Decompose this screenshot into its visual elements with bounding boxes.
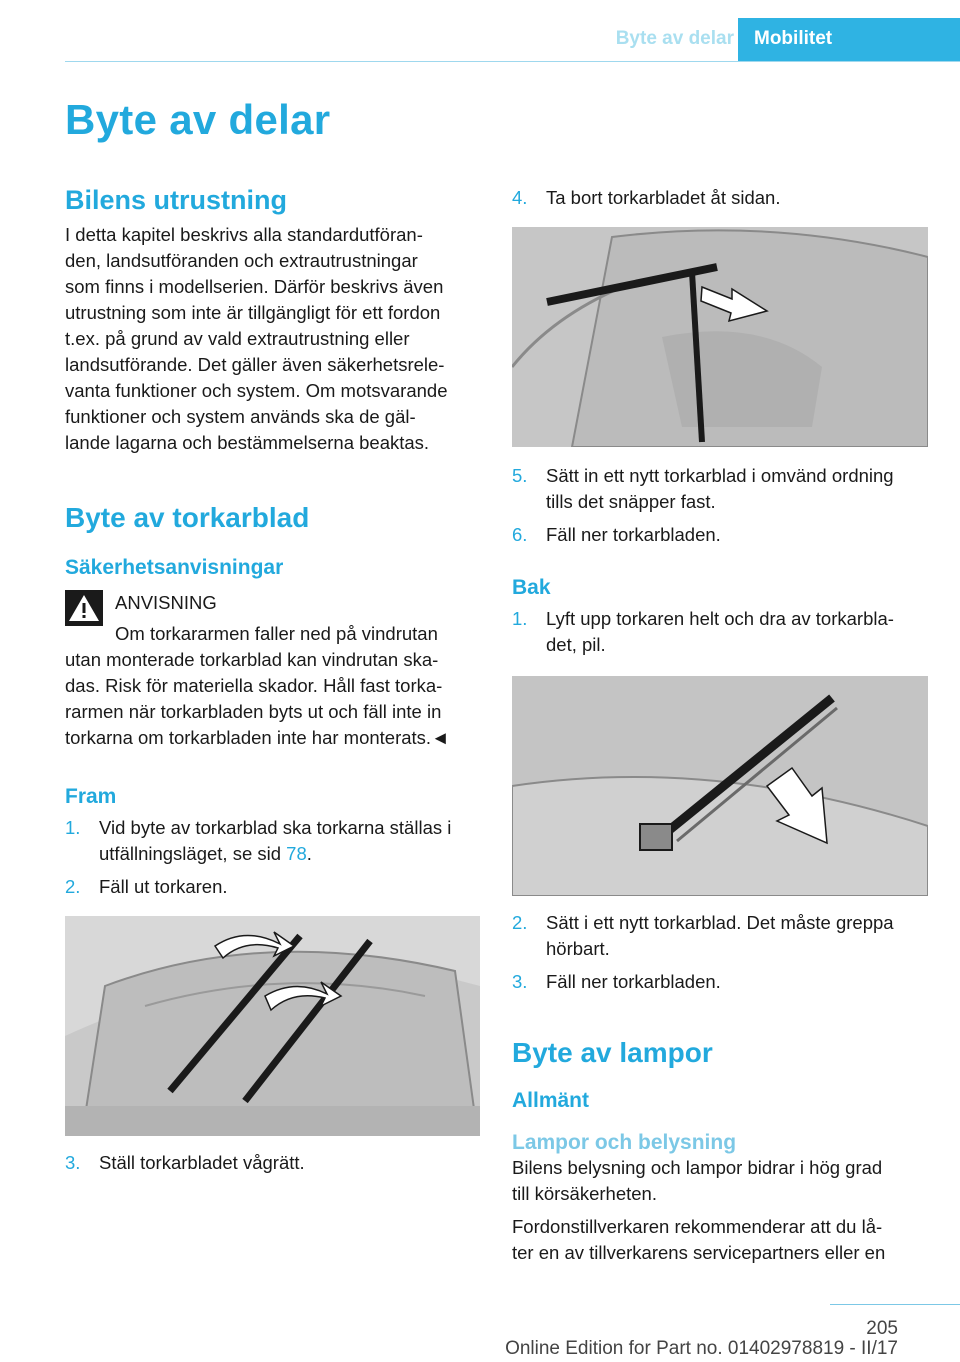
step-text: tills det snäpper fast. (546, 491, 716, 512)
front-steps (65, 815, 480, 900)
rear-wiper-illustration (512, 676, 928, 896)
equipment-line: landsutförande. Det gäller även säkerhetsrele- (65, 354, 445, 375)
right-column (512, 185, 928, 1266)
notice-block (65, 590, 480, 751)
equipment-line: lande lagarna och bestämmelserna beaktas. (65, 432, 430, 453)
equipment-paragraph (65, 222, 480, 456)
front-steps-right-continued (512, 463, 928, 548)
step-text: Fäll ner torkarbladen. (546, 971, 721, 992)
lighting-heading: Lampor och belysning (512, 1131, 737, 1154)
step-text: Sätt i ett nytt torkarblad. Det måste greppa (546, 912, 894, 933)
rear-steps (512, 606, 928, 658)
step-number: 5. (512, 465, 528, 486)
notice-first-line: Om torkararmen faller ned på vindrutan (115, 623, 438, 644)
page-number: 205 (866, 1318, 898, 1339)
list-item (65, 815, 480, 867)
wiper-heading: Byte av torkarblad (65, 502, 310, 533)
step-number: 2. (65, 876, 81, 897)
list-item (65, 1150, 480, 1176)
lighting-line: till körsäkerheten. (512, 1183, 657, 1204)
equipment-line: vanta funktioner och system. Om motsvarande (65, 380, 448, 401)
step-text: Ta bort torkarbladet åt sidan. (546, 187, 781, 208)
step-text: Fäll ner torkarbladen. (546, 524, 721, 545)
list-item (512, 463, 928, 515)
notice-line: das. Risk för materiella skador. Håll fast torka- (65, 675, 443, 696)
step-text-end: . (306, 843, 312, 864)
notice-line: rarmen när torkarbladen byts ut och fäll inte in (65, 701, 442, 722)
step-number: 4. (512, 187, 528, 208)
list-item (512, 910, 928, 962)
step-text: Fäll ut torkaren. (99, 876, 228, 897)
page-title: Byte av delar (65, 96, 331, 143)
list-item (512, 969, 928, 995)
list-item (512, 185, 928, 211)
step-number: 3. (512, 971, 528, 992)
front-heading: Fram (65, 785, 117, 808)
remove-blade-illustration (512, 227, 928, 447)
equipment-line: funktioner och system används ska de gäl- (65, 406, 416, 427)
equipment-line: som finns i modellserien. Därför beskrivs även (65, 276, 444, 297)
step-text: Vid byte av torkarblad ska torkarna ställas i (99, 817, 452, 838)
left-column (65, 185, 480, 1176)
remove-blade-figure (512, 227, 928, 447)
equipment-line: den, landsutföranden och extrautrustningar (65, 250, 418, 271)
equipment-line: t.ex. på grund av vald extrautrustning eller (65, 328, 410, 349)
step-text: Ställ torkarbladet vågrätt. (99, 1152, 305, 1173)
front-wiper-figure (65, 916, 480, 1136)
front-steps-right (512, 185, 928, 211)
header-rule (65, 61, 960, 62)
lamps-heading: Byte av lampor (512, 1037, 713, 1068)
header-section-title: Byte av delar (615, 28, 734, 49)
step-number: 2. (512, 912, 528, 933)
header-chapter-tab: Mobilitet (738, 18, 960, 62)
equipment-line: utrustning som inte är tillgängligt för ett fordon (65, 302, 441, 323)
manufacturer-line: ter en av tillverkarens servicepartners eller en (512, 1242, 886, 1263)
step-text: Lyft upp torkaren helt och dra av torkarbla- (546, 608, 894, 629)
front-wiper-illustration (65, 916, 480, 1136)
rear-steps-continued (512, 910, 928, 995)
equipment-heading: Bilens utrustning (65, 185, 287, 215)
list-item (512, 606, 928, 658)
warning-icon (65, 590, 103, 626)
front-steps-continued (65, 1150, 480, 1176)
step-text: utfällningsläget, se sid (99, 843, 287, 864)
general-heading: Allmänt (512, 1089, 590, 1112)
step-number: 1. (512, 608, 528, 629)
footer-edition: Online Edition for Part no. 01402978819 - II/17 (505, 1338, 898, 1359)
notice-line: utan monterade torkarblad kan vindrutan ska- (65, 649, 439, 670)
step-number: 6. (512, 524, 528, 545)
manufacturer-line: Fordonstillverkaren rekommenderar att du lå- (512, 1216, 883, 1237)
list-item (65, 874, 480, 900)
step-number: 1. (65, 817, 81, 838)
footer-rule (830, 1304, 960, 1305)
safety-heading: Säkerhetsanvisningar (65, 556, 284, 579)
notice-line: torkarna om torkarbladen inte har monterats.◄ (65, 727, 450, 748)
step-text: hörbart. (546, 938, 610, 959)
rear-heading: Bak (512, 576, 551, 599)
step-text: Sätt in ett nytt torkarblad i omvänd ordning (546, 465, 894, 486)
page-reference-link[interactable]: 78 (286, 843, 307, 864)
notice-label: ANVISNING (115, 592, 217, 613)
lighting-line: Bilens belysning och lampor bidrar i hög grad (512, 1157, 883, 1178)
list-item (512, 522, 928, 548)
step-text: det, pil. (546, 634, 606, 655)
step-number: 3. (65, 1152, 81, 1173)
rear-wiper-figure (512, 676, 928, 896)
equipment-line: I detta kapitel beskrivs alla standardutföran- (65, 224, 423, 245)
